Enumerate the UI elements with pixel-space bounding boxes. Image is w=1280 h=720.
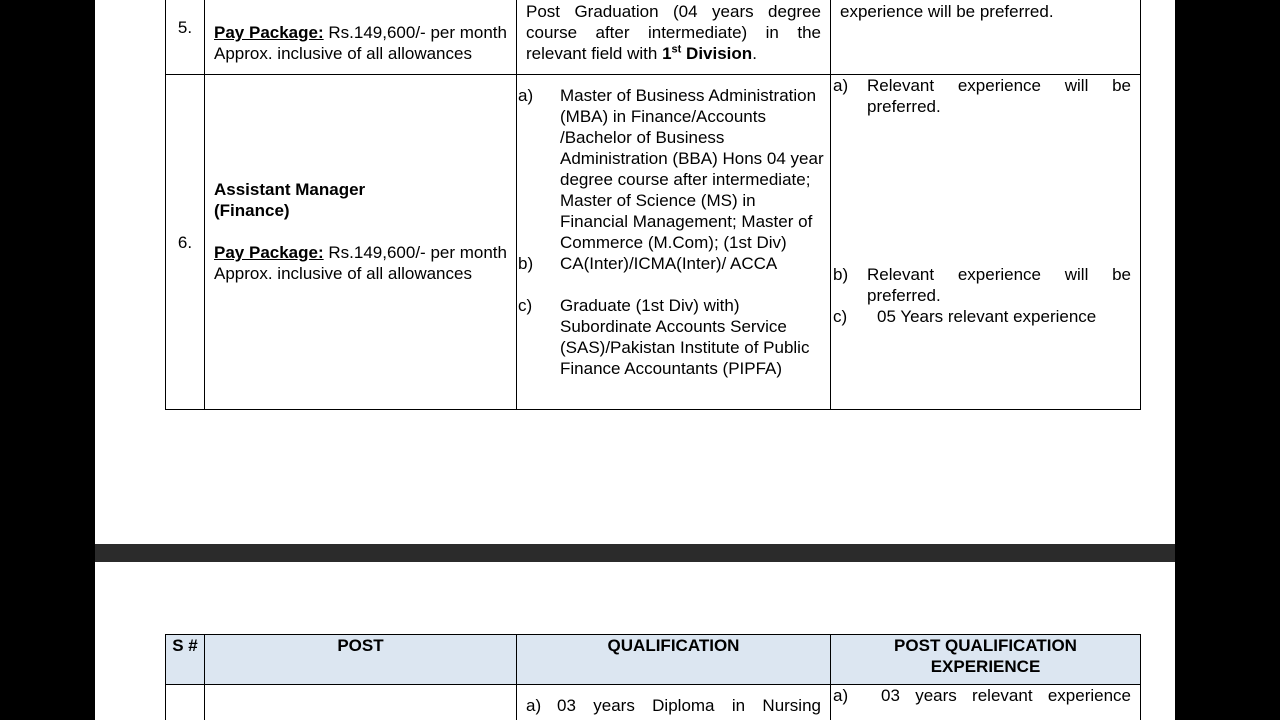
serial-number-cell <box>166 75 205 410</box>
post-cell <box>205 0 517 75</box>
table-row <box>166 685 1141 720</box>
pay-package-label: Pay Package: <box>214 23 324 42</box>
post-title: Assistant Manager (Finance) <box>214 180 366 220</box>
list-item: a) Relevant experience will be preferred. <box>833 76 1131 116</box>
qualification-cell <box>517 75 831 410</box>
list-item: a) Master of Business Administration (MBA) in Finance/Accounts /Bachelor of Business Administration (BBA) Hons 04 year degree course after intermediate; Master of Science (MS) in Financial Management; Master of Commerce (M.Com); (1st Div) <box>518 86 824 252</box>
experience-text: experience will be preferred. <box>840 2 1054 21</box>
pay-package-text: Pay Package: Rs.149,600/- per month Approx. inclusive of all allowances <box>214 23 507 63</box>
serial-number: 6. <box>177 232 193 252</box>
qualification-cell <box>517 0 831 75</box>
list-item: c) 05 Years relevant experience <box>833 307 1097 326</box>
experience-cell <box>831 75 1141 410</box>
post-cell <box>205 75 517 410</box>
document-page-2 <box>95 562 1175 720</box>
serial-number-cell <box>166 0 205 75</box>
list-item: c) Graduate (1st Div) with) Subordinate Accounts Service (SAS)/Pakistan Institute of Public Finance Accountants (PIPFA) <box>518 296 810 378</box>
experience-cell <box>831 685 1141 720</box>
list-item: a) 03 years Diploma in Nursing <box>526 696 821 715</box>
header-serial: S # <box>166 635 205 685</box>
positions-table <box>165 634 1141 720</box>
pay-package-label: Pay Package: <box>214 243 324 262</box>
table-header-row <box>166 635 1141 685</box>
serial-number-cell <box>166 685 205 720</box>
list-item: b) CA(Inter)/ICMA(Inter)/ ACCA <box>518 254 778 273</box>
page-gap <box>95 544 1175 562</box>
experience-cell <box>831 0 1141 75</box>
header-qualification: QUALIFICATION <box>517 635 831 685</box>
positions-table-continued <box>165 0 1141 410</box>
header-post: POST <box>205 635 517 685</box>
list-item: a) 03 years relevant experience <box>833 686 1131 705</box>
table-row <box>166 0 1141 75</box>
post-cell <box>205 685 517 720</box>
header-experience: POST QUALIFICATION EXPERIENCE <box>831 635 1141 685</box>
qualification-cell <box>517 685 831 720</box>
document-page-1 <box>95 0 1175 544</box>
list-item: b) Relevant experience will be preferred. <box>833 265 1131 305</box>
qualification-text: Post Graduation (04 years degree course after intermediate) in the relevant field with 1st Division. <box>526 2 821 63</box>
table-row <box>166 75 1141 410</box>
serial-number: 5. <box>177 18 193 37</box>
pay-package-text: Pay Package: Rs.149,600/- per month Approx. inclusive of all allowances <box>214 243 507 283</box>
